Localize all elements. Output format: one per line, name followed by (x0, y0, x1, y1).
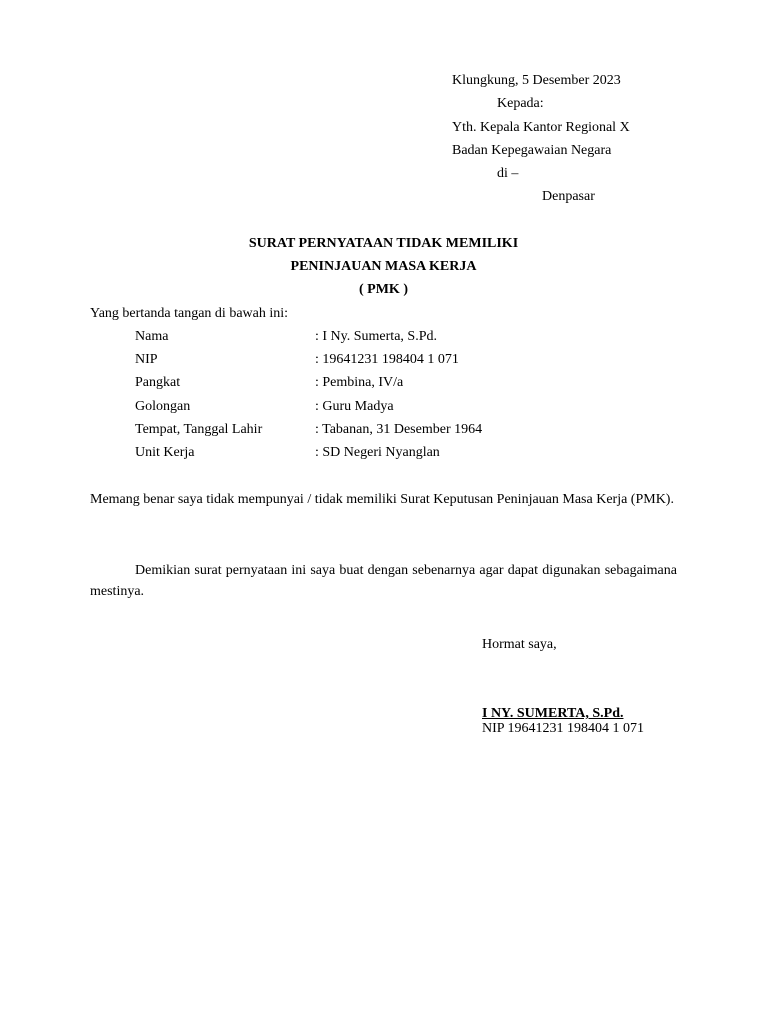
intro-text: Yang bertanda tangan di bawah ini: (90, 306, 289, 321)
identity-value-grade: : Guru Madya (315, 399, 394, 414)
recipient-line-1: Yth. Kepala Kantor Regional X (452, 120, 630, 135)
identity-label-name: Nama (135, 329, 169, 344)
recipient-line-2: Badan Kepegawaian Negara (452, 143, 612, 158)
title-line-2: PENINJAUAN MASA KERJA (290, 259, 477, 274)
to-label: Kepada: (497, 96, 544, 111)
salutation: Hormat saya, (482, 637, 557, 652)
di-label: di – (497, 166, 519, 181)
identity-value-birth: : Tabanan, 31 Desember 1964 (315, 422, 483, 437)
statement-paragraph: Memang benar saya tidak mempunyai / tidak memiliki Surat Keputusan Peninjauan Masa Kerja (PMK). (90, 492, 674, 507)
identity-label-rank: Pangkat (135, 375, 181, 390)
closing-paragraph: Demikian surat pernyataan ini saya buat dengan sebenarnya agar dapat digunakan sebagaimana mestinya. (90, 563, 677, 599)
identity-value-rank: : Pembina, IV/a (315, 375, 404, 390)
title-line-1: SURAT PERNYATAAN TIDAK MEMILIKI (248, 236, 519, 251)
identity-label-birth: Tempat, Tanggal Lahir (135, 422, 263, 437)
identity-value-nip: : 19641231 198404 1 071 (315, 352, 459, 367)
identity-value-work-unit: : SD Negeri Nyanglan (315, 445, 440, 460)
identity-label-grade: Golongan (135, 399, 191, 414)
title-line-3: ( PMK ) (359, 282, 408, 297)
signatory-name: I NY. SUMERTA, S.Pd. (482, 706, 624, 721)
identity-label-nip: NIP (135, 352, 158, 367)
place-date: Klungkung, 5 Desember 2023 (452, 73, 621, 88)
identity-label-work-unit: Unit Kerja (135, 445, 195, 460)
signatory-nip: NIP 19641231 198404 1 071 (482, 721, 645, 736)
identity-value-name: : I Ny. Sumerta, S.Pd. (315, 329, 437, 344)
recipient-city: Denpasar (542, 189, 595, 204)
